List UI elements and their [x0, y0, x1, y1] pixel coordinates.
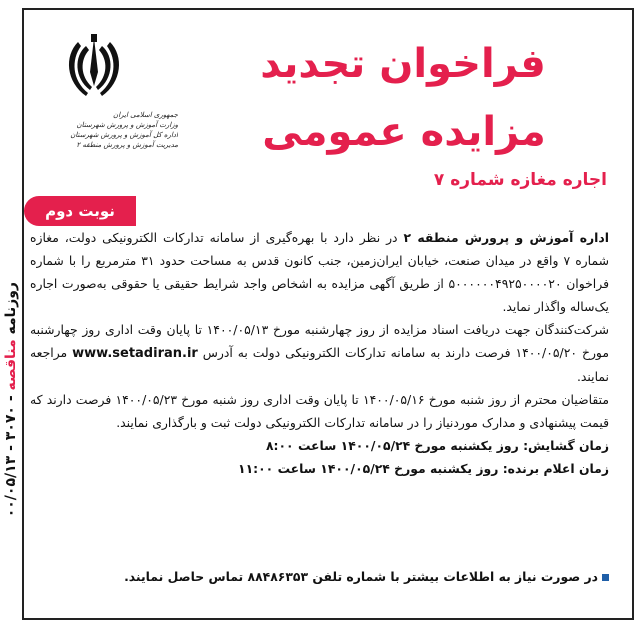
paragraph-submission: متقاضیان محترم از روز شنبه مورخ ۱۴۰۰/۰۵/۱۶ تا پایان وقت اداری روز شنبه مورخ ۱۴۰۰/۰۵/۲۳ فرصت دارند که قیمت پیشنهادی و مدارک موردنیاز را در سامانه تدارکات الکترونیکی دولت ثبت و بارگذاری نمایند. — [30, 392, 610, 430]
website-link[interactable]: www.setadiran.ir — [72, 346, 198, 361]
round-badge: نوبت دوم — [24, 196, 136, 226]
winner-value: روز یکشنبه مورخ ۱۴۰۰/۰۵/۲۴ ساعت ۱۱:۰۰ — [238, 461, 503, 476]
winner-time — [30, 457, 609, 480]
notice-subtitle: اجاره مغازه شماره ۷ — [433, 170, 607, 190]
side-strip — [0, 200, 22, 600]
organization-name: اداره آموزش و پرورش منطقه ۲ — [403, 230, 609, 245]
iran-emblem-icon — [62, 32, 126, 104]
documents-text: شرکت‌کنندگان جهت دریافت اسناد مزایده از روز چهارشنبه مورخ ۱۴۰۰/۰۵/۱۳ تا پایان وقت اداری روز چهارشنبه مورخ ۱۴۰۰/۰۵/۲۰ فرصت دارند به سامانه تدارکات الکترونیکی دولت به آدرس — [30, 322, 609, 360]
documents-tail: مراجعه نمایند. — [30, 345, 609, 384]
paragraph-documents — [30, 318, 609, 388]
opening-value: روز یکشنبه مورخ ۱۴۰۰/۰۵/۲۴ ساعت ۸:۰۰ — [265, 438, 524, 453]
contact-line — [30, 566, 609, 588]
description-text: در نظر دارد با بهره‌گیری از سامانه تدارکات الکترونیکی دولت، مغازه شماره ۷ واقع در میدان صنعت، خیابان ایران‌زمین، جنب کانون قدس به مساحت حدود ۳۱ مترمربع را با شماره فراخوان ۵۰۰۰۰۰۰۴۹۲۵۰۰۰۰۲۰ از طریق آگهی مزایده به اشخاص واجد شرایط حقیقی یا حقوقی به‌صورت اجاره یک‌ساله واگذار نماید. — [30, 230, 609, 314]
org-line: مدیریت آموزش و پرورش منطقه ۲ — [76, 141, 178, 149]
title-line-2: مزایده عمومی — [262, 109, 546, 155]
paragraph-description — [30, 226, 609, 318]
title-line-1: فراخوان تجدید — [260, 41, 546, 87]
issue-date: - ۳۰۷۰ - ۰۰/۰۵/۱۳ — [3, 395, 19, 518]
organization-lines — [38, 110, 178, 150]
newspaper-brand: مناقصه — [3, 339, 19, 391]
notice-body — [30, 226, 609, 480]
newspaper-reference — [3, 282, 19, 517]
org-line: جمهوری اسلامی ایران — [113, 111, 178, 119]
winner-label: زمان اعلام برنده: — [502, 461, 609, 476]
org-line: وزارت آموزش و پرورش شهرستان — [76, 121, 178, 129]
square-bullet-icon — [602, 574, 609, 581]
contact-text: در صورت نیاز به اطلاعات بیشتر با شماره تلفن ۸۸۴۸۶۳۵۳ تماس حاصل نمایند. — [124, 569, 598, 584]
opening-time — [30, 434, 609, 457]
org-line: اداره کل آموزش و پرورش شهرستان — [70, 131, 178, 139]
opening-label: زمان گشایش: — [523, 438, 609, 453]
newspaper-prefix: روزنامه — [3, 282, 19, 335]
